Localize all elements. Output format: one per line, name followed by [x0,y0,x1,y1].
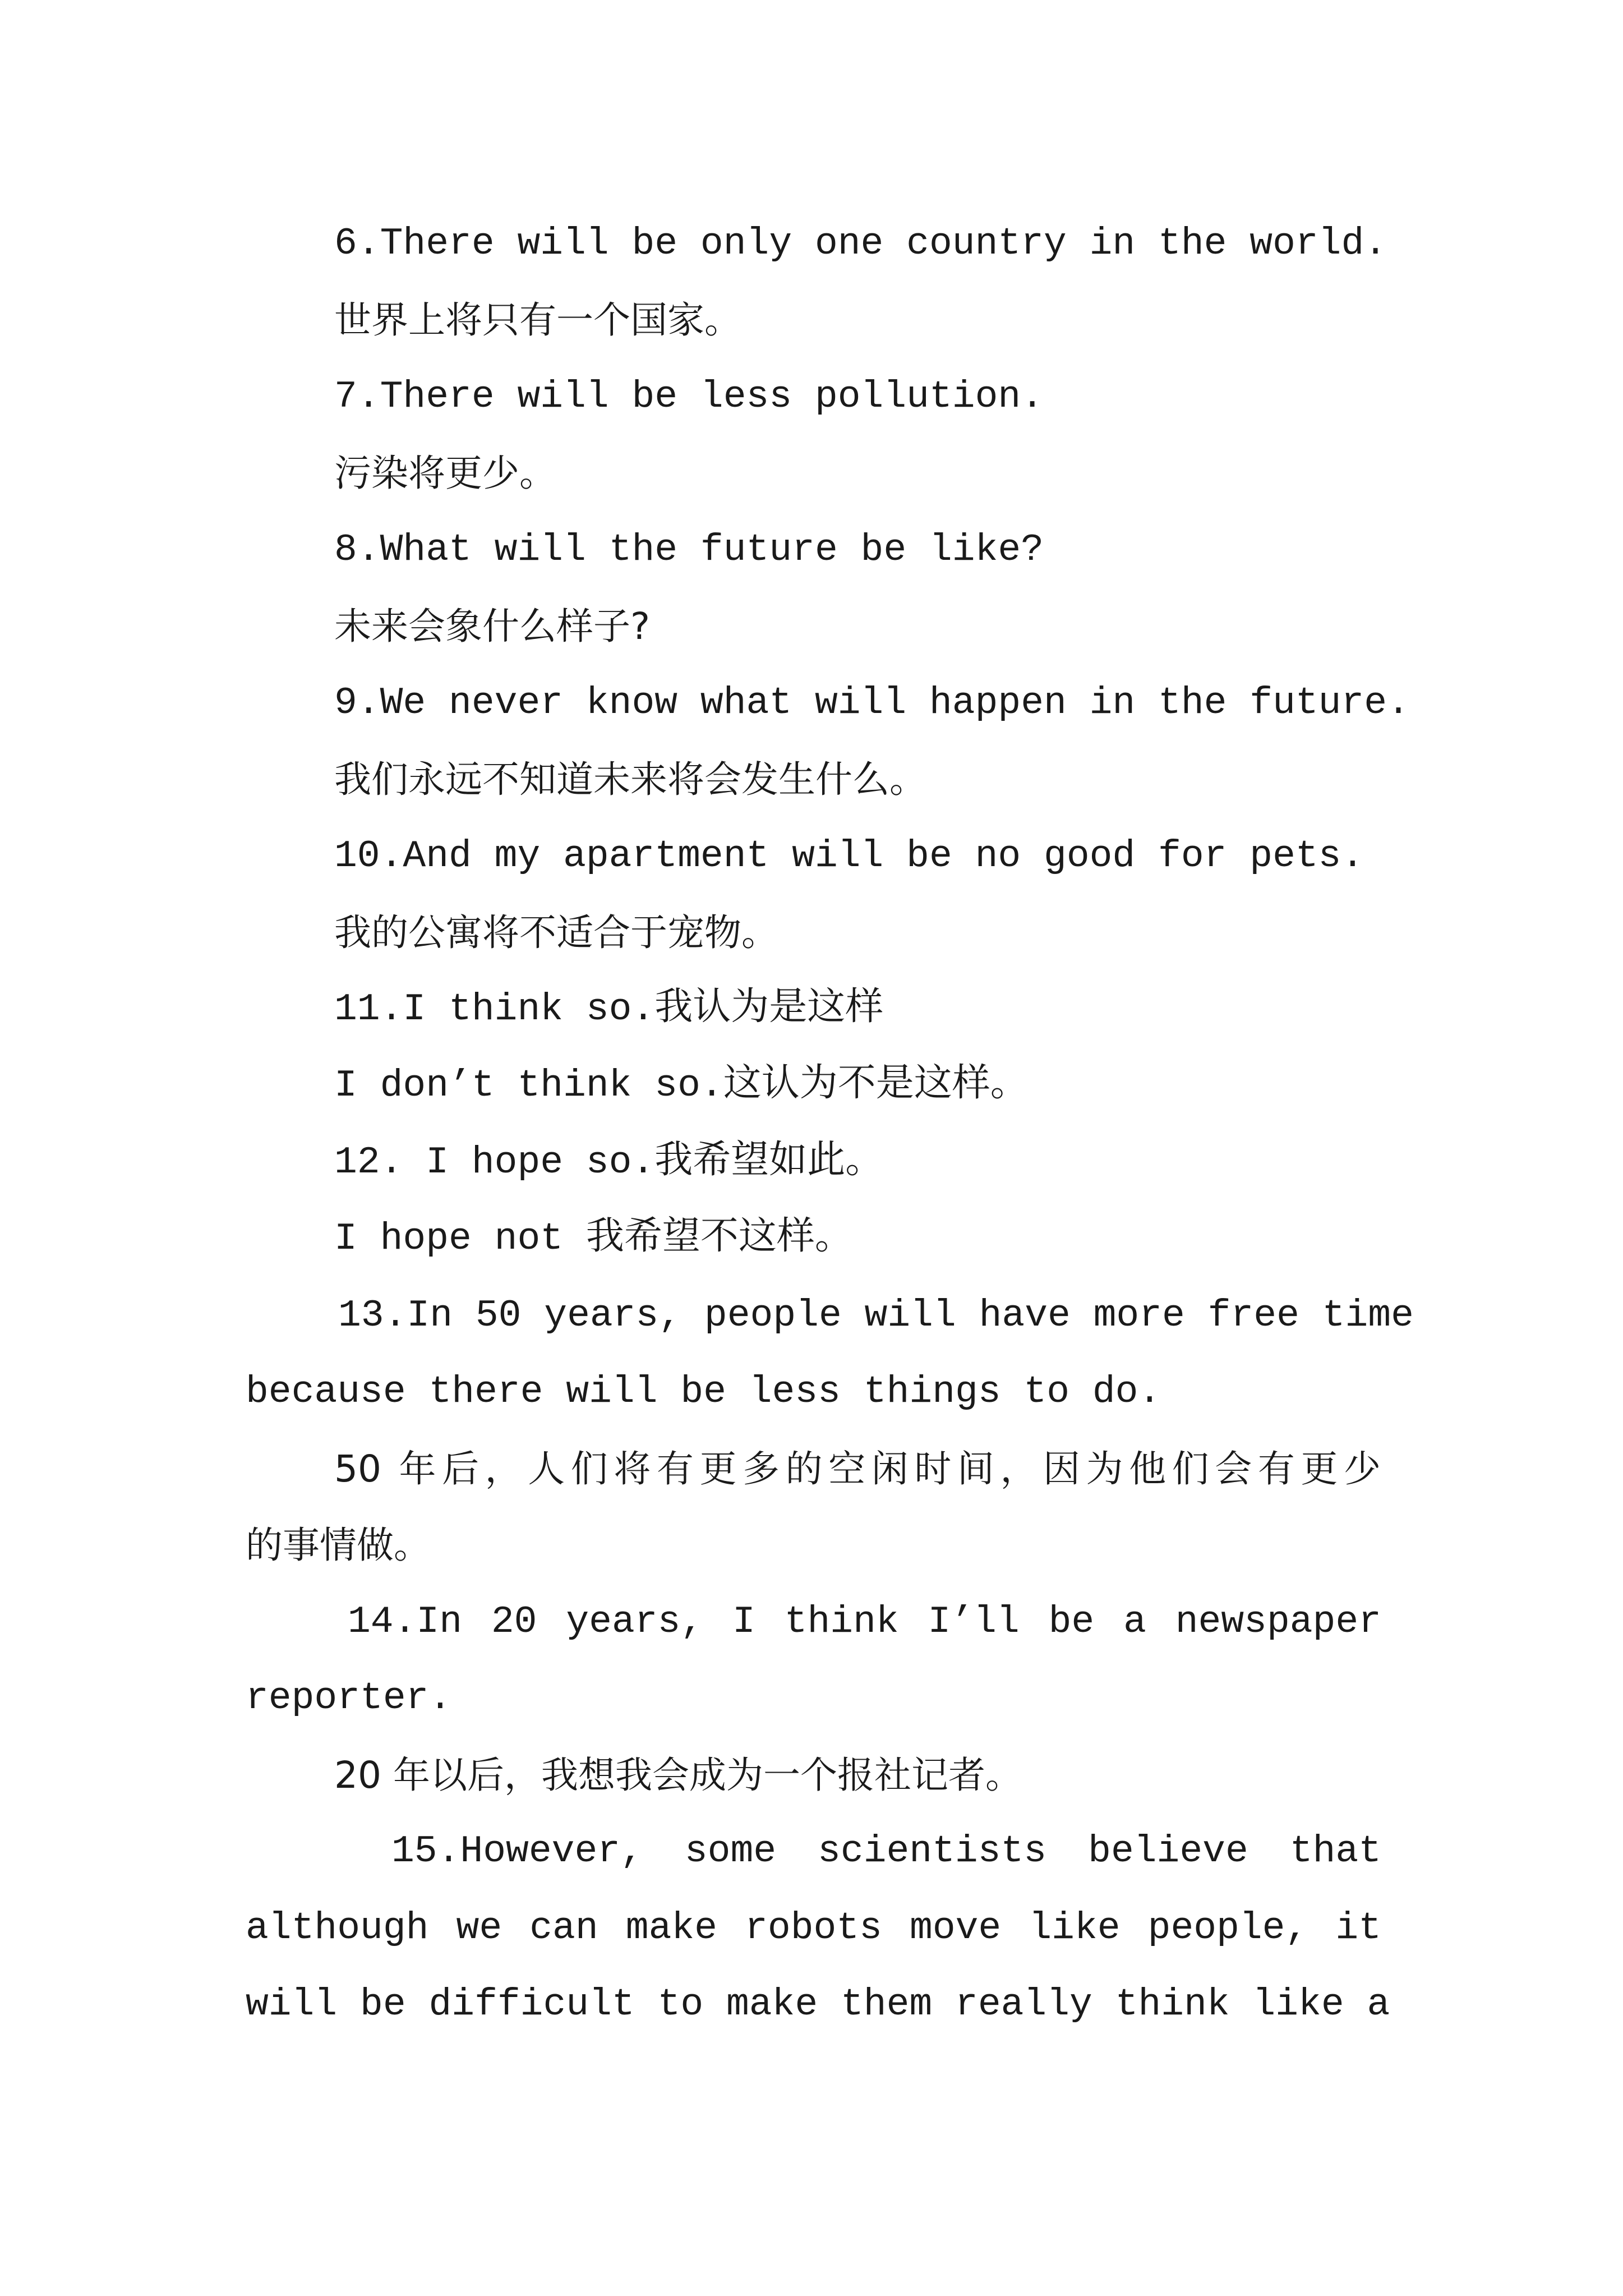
sentence-7-english: 7.There will be less pollution. [334,375,1044,418]
sentence-14-english-line-1: 14.In 20 years, I think I’ll be a newspaper [348,1600,1381,1644]
sentence-13-chinese-line-1: 50 年后，人们将有更多的空闲时间，因为他们会有更少 [334,1447,1381,1490]
sentence-14-chinese: 20 年以后，我想我会成为一个报社记者。 [334,1754,1022,1797]
sentence-8-chinese: 未来会象什么样子? [334,605,651,648]
sentence-10-english: 10.And my apartment will be no good for pets. [334,835,1364,878]
sentence-6-chinese: 世界上将只有一个国家。 [334,298,741,342]
sentence-13-english-line-1: 13.In 50 years, people will have more free time [338,1294,1414,1337]
sentence-13-chinese-line-2: 的事情做。 [246,1524,431,1567]
sentence-15-english-line-1: 15.However, some scientists believe that [391,1830,1381,1873]
sentence-13-english-line-2: because there will be less things to do. [246,1370,1161,1414]
sentence-11-b: I don’t think so.这认为不是这样。 [334,1064,1029,1107]
sentence-12-a: 12. I hope so.我希望如此。 [334,1141,884,1184]
sentence-15-english-line-3: will be difficult to make them really think like a [246,1983,1390,2026]
sentence-14-english-line-2: reporter. [246,1677,452,1720]
sentence-9-english: 9.We never know what will happen in the future. [334,682,1410,725]
sentence-10-chinese: 我的公寓将不适合于宠物。 [334,911,778,954]
sentence-12-b: I hope not 我希望不这样。 [334,1217,853,1260]
sentence-11-a: 11.I think so.我认为是这样 [334,988,884,1031]
sentence-6-english: 6.There will be only one country in the world. [334,222,1387,265]
sentence-7-chinese: 污染将更少。 [334,452,556,495]
sentence-8-english: 8.What will the future be like? [334,528,1044,572]
sentence-15-english-line-2: although we can make robots move like people, it [246,1907,1381,1950]
sentence-9-chinese: 我们永远不知道未来将会发生什么。 [334,758,926,801]
